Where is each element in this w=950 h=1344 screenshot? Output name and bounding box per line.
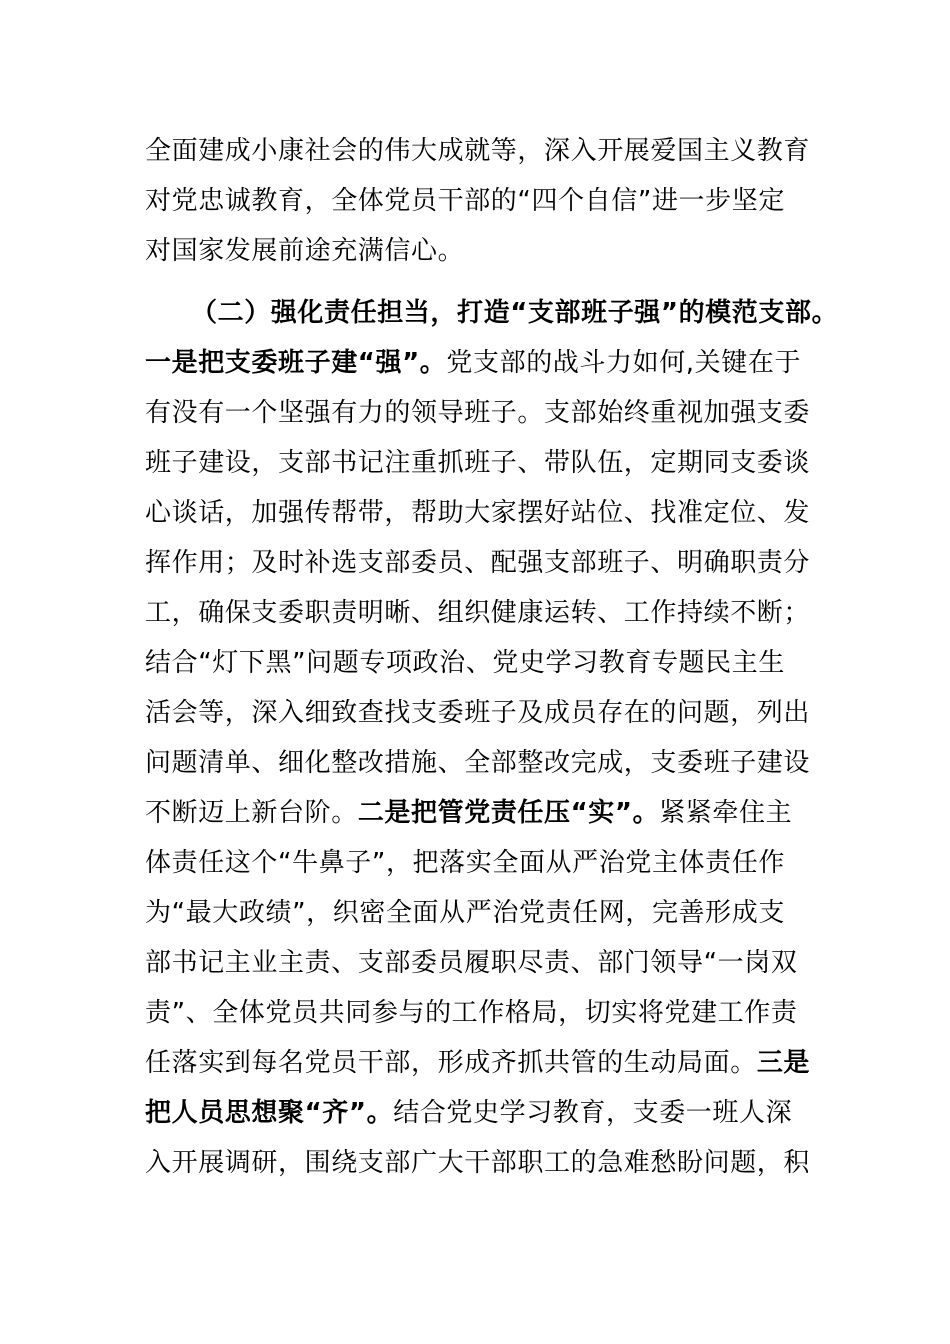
text-line: 工，确保支委职责明晰、组织健康运转、工作持续不断； <box>145 598 811 628</box>
text-line: 责”、全体党员共同参与的工作格局，切实将党建工作责 <box>145 998 798 1028</box>
text-line: 结合“灯下黑”问题专项政治、党史学习教育专题民主生 <box>145 648 785 678</box>
bold-lead-2: 二是把管党责任压“实”。 <box>357 798 660 828</box>
bold-lead-3: 三是 <box>756 1048 811 1078</box>
bold-lead-1: 一是把支委班子建“强”。 <box>145 348 447 378</box>
paragraph-1 <box>145 126 825 276</box>
text-segment: 任落实到每名党员干部，形成齐抓共管的生动局面。 <box>145 1048 757 1078</box>
text-line: 班子建设，支部书记注重抓班子、带队伍，定期同支委谈 <box>145 448 811 478</box>
text-line: 入开展调研，围绕支部广大干部职工的急难愁盼问题，积 <box>145 1148 811 1178</box>
text-line: 对党忠诚教育，全体党员干部的“四个自信”进一步坚定 <box>145 186 785 216</box>
text-line <box>145 1088 825 1138</box>
text-segment: 紧紧牵住主 <box>659 798 793 828</box>
text-line <box>145 338 825 388</box>
text-line: 有没有一个坚强有力的领导班子。支部始终重视加强支委 <box>145 398 811 428</box>
text-line: 对国家发展前途充满信心。 <box>145 236 465 266</box>
section-heading: （二）强化责任担当，打造“支部班子强”的模范支部。 <box>191 298 839 328</box>
text-line: 体责任这个“牛鼻子”，把落实全面从严治党主体责任作 <box>145 848 785 878</box>
text-line: 挥作用；及时补选支部委员、配强支部班子、明确职责分 <box>145 548 811 578</box>
text-line: 部书记主业主责、支部委员履职尽责、部门领导“一岗双 <box>145 948 798 978</box>
text-line <box>145 1038 825 1088</box>
text-line: 活会等，深入细致查找支委班子及成员存在的问题，列出 <box>145 698 811 728</box>
paragraph-2 <box>145 288 839 1188</box>
bold-lead-3-continued: 把人员思想聚“齐”。 <box>145 1098 394 1128</box>
text-line: 为“最大政绩”，织密全面从严治党责任网，完善形成支 <box>145 898 785 928</box>
text-line: 全面建成小康社会的伟大成就等，深入开展爱国主义教育 <box>145 136 811 166</box>
text-line: 心谈话，加强传帮带，帮助大家摆好站位、找准定位、发 <box>145 498 811 528</box>
text-segment: 党支部的战斗力如何,关键在于 <box>446 348 802 378</box>
text-segment: 结合党史学习教育，支委一班人深 <box>393 1098 793 1128</box>
text-line <box>145 788 825 838</box>
text-line: 问题清单、细化整改措施、全部整改完成，支委班子建设 <box>145 748 811 778</box>
text-segment: 不断迈上新台阶。 <box>145 798 358 828</box>
